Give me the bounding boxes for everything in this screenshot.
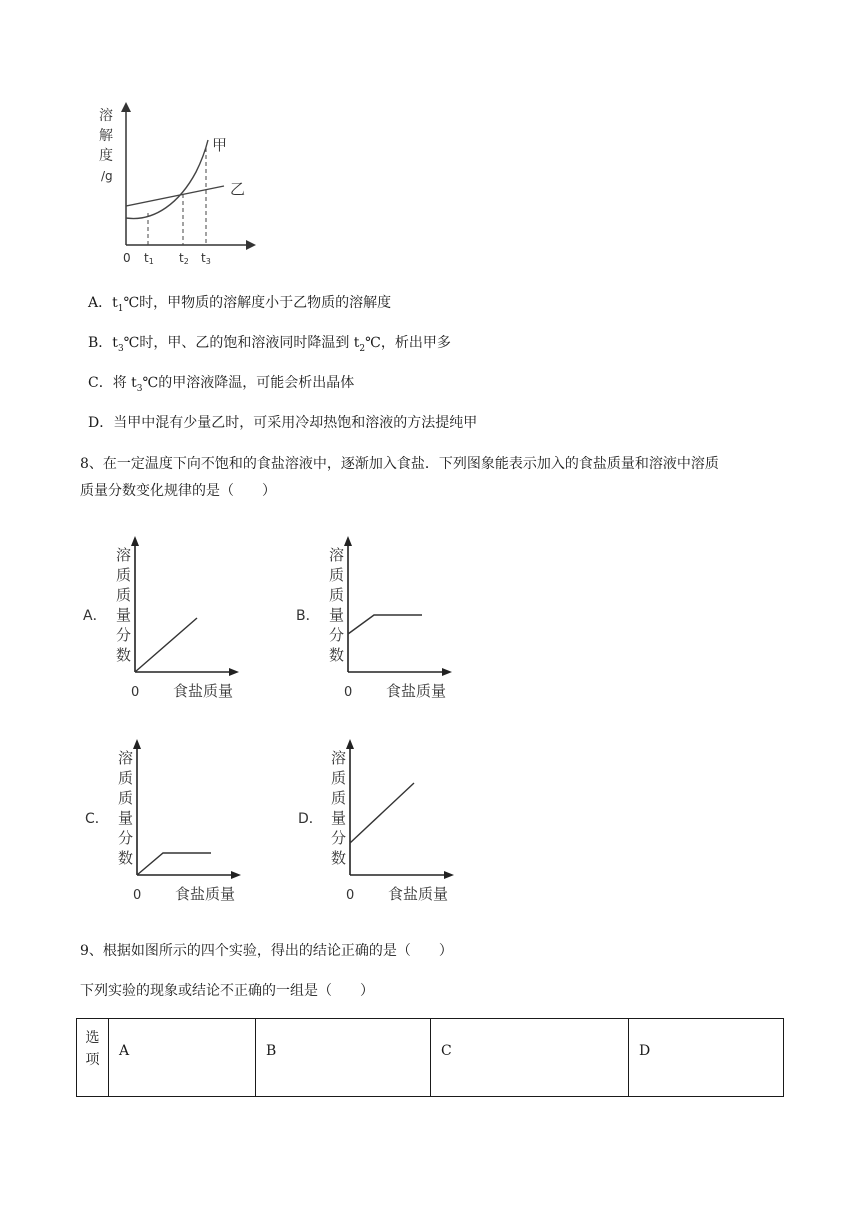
- q8-stem-line1: 8、在一定温度下向不饱和的食盐溶液中，逐渐加入食盐．下列图象能表示加入的食盐质量和溶液中溶质: [80, 456, 719, 472]
- table-row: [77, 1019, 784, 1097]
- graph-d-x-arrow: [444, 871, 454, 879]
- graph-c-x-arrow: [231, 871, 241, 879]
- q9-sub-stem: 下列实验的现象或结论不正确的一组是（ ）: [80, 983, 374, 999]
- graph-b-x-arrow: [442, 668, 452, 676]
- q8-stem-line2: 质量分数变化规律的是（ ）: [80, 483, 276, 499]
- graph-d-ylabel-char: 质: [331, 789, 347, 807]
- graph-c-series-line: [137, 853, 211, 875]
- graph-b-ylabel-char: 溶: [329, 546, 345, 564]
- graph-a-ylabel-char: 数: [116, 646, 132, 664]
- graph-d-ylabel-char: 量: [331, 809, 347, 827]
- graph-c-xlabel: 食盐质量: [175, 885, 236, 903]
- graph-d-series-line: [350, 783, 414, 843]
- graph-b-ylabel-char: 质: [329, 566, 345, 584]
- x-axis-arrow: [246, 240, 256, 250]
- y-label-1: 溶: [99, 108, 113, 124]
- y-label-2: 解: [99, 128, 113, 144]
- graph-d-ylabel-char: 溶: [331, 749, 347, 767]
- graph-d-ylabel-char: 质: [331, 769, 347, 787]
- graph-b-ylabel-char: 量: [329, 606, 345, 624]
- series-yi-label: 乙: [230, 180, 246, 198]
- graph-b-y-arrow: [344, 536, 352, 546]
- tick-t2: t2: [179, 251, 189, 266]
- q9-stem: 9、根据如图所示的四个实验，得出的结论正确的是（ ）: [80, 943, 453, 959]
- graph-d-y-arrow: [346, 739, 354, 749]
- graph-a-series-line: [135, 618, 197, 672]
- q8-graphs: [80, 530, 480, 910]
- y-label-4: /g: [101, 169, 113, 183]
- tick-t3: t3: [201, 251, 211, 266]
- origin-label: 0: [123, 251, 131, 265]
- option-d-cell: D: [629, 1019, 784, 1097]
- graph-b-ylabel-char: 质: [329, 586, 345, 604]
- graph-b-ylabel-char: 数: [329, 646, 345, 664]
- series-jia-label: 甲: [212, 136, 228, 154]
- graph-c-ylabel-char: 质: [118, 769, 134, 787]
- graph-c-ylabel-char: 溶: [118, 749, 134, 767]
- option-b-cell: B: [256, 1019, 431, 1097]
- graph-c-origin: 0: [133, 888, 142, 903]
- q7-option-d: D．当甲中混有少量乙时，可采用冷却热饱和溶液的方法提纯甲: [88, 415, 478, 431]
- graph-c-ylabel-char: 分: [118, 829, 134, 847]
- q7-option-b: B．$t_3℃$时，甲、乙的饱和溶液同时降温到 $t_2℃$，析出甲多: [88, 335, 451, 354]
- graph-a-ylabel-char: 质: [116, 566, 132, 584]
- graph-a-x-arrow: [229, 668, 239, 676]
- graph-d-letter: D．: [298, 811, 323, 827]
- graph-a-origin: 0: [131, 685, 140, 700]
- graph-c-ylabel-char: 量: [118, 809, 134, 827]
- graph-b-ylabel-char: 分: [329, 626, 345, 644]
- option-a-cell: A: [109, 1019, 256, 1097]
- option-c-cell: C: [431, 1019, 629, 1097]
- graph-b-series-line: [348, 615, 422, 634]
- header-cell: 选 项: [77, 1019, 109, 1097]
- graph-d-ylabel-char: 分: [331, 829, 347, 847]
- graph-c-ylabel-char: 质: [118, 789, 134, 807]
- graph-a-letter: A．: [83, 608, 107, 624]
- options-table: [76, 1018, 784, 1097]
- solubility-chart: [90, 100, 270, 272]
- tick-t1: t1: [144, 251, 154, 266]
- graph-a-ylabel-char: 质: [116, 586, 132, 604]
- graph-a-xlabel: 食盐质量: [173, 682, 234, 700]
- q7-option-a: A．$t_1℃$时，甲物质的溶解度小于乙物质的溶解度: [88, 295, 392, 314]
- graph-a-ylabel-char: 溶: [116, 546, 132, 564]
- series-jia-curve: [126, 140, 208, 219]
- graph-c-ylabel-char: 数: [118, 849, 134, 867]
- graph-a-ylabel-char: 量: [116, 606, 132, 624]
- y-label-3: 度: [99, 148, 113, 164]
- graph-c-y-arrow: [133, 739, 141, 749]
- graph-d-ylabel-char: 数: [331, 849, 347, 867]
- graph-d-xlabel: 食盐质量: [388, 885, 449, 903]
- graph-b-letter: B．: [296, 608, 320, 624]
- graph-d-origin: 0: [346, 888, 355, 903]
- graph-a-ylabel-char: 分: [116, 626, 132, 644]
- series-yi-line: [126, 186, 224, 206]
- graph-a-y-arrow: [131, 536, 139, 546]
- graph-c-letter: C．: [85, 811, 109, 827]
- y-axis-arrow: [121, 102, 131, 112]
- graph-b-xlabel: 食盐质量: [386, 682, 447, 700]
- q7-option-c: C．将 $t_3℃$的甲溶液降温，可能会析出晶体: [88, 375, 355, 394]
- graph-b-origin: 0: [344, 685, 353, 700]
